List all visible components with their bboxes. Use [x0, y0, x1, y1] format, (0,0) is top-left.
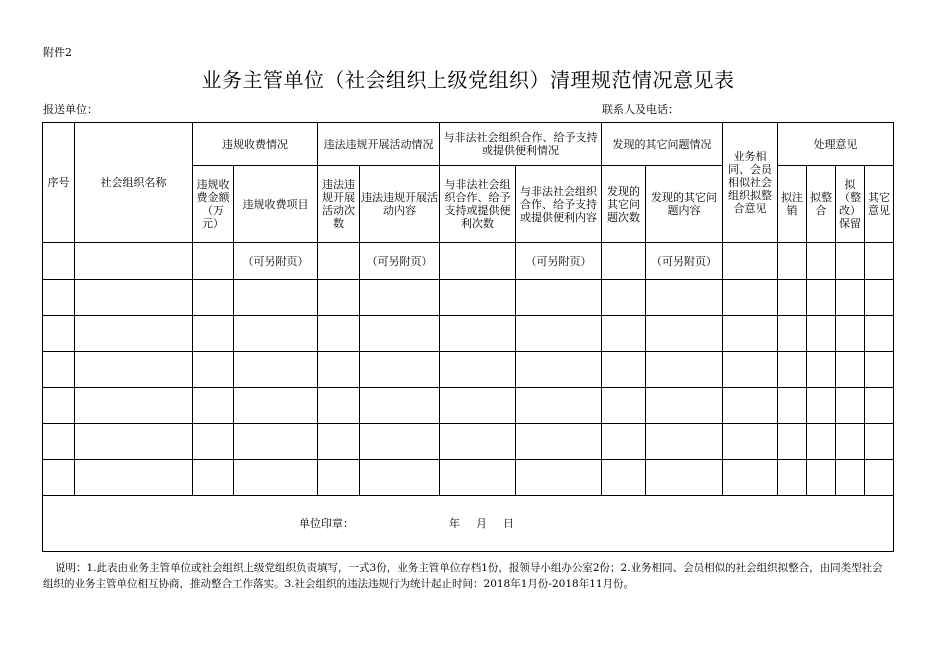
seal-month: 月 — [476, 517, 487, 530]
table-cell[interactable] — [318, 460, 360, 496]
header-cancel: 拟注销 — [778, 166, 807, 243]
table-cell[interactable] — [360, 388, 440, 424]
header-group-activity: 违法违规开展活动情况 — [318, 123, 440, 166]
table-cell[interactable] — [646, 352, 723, 388]
table-cell[interactable] — [234, 280, 318, 316]
table-cell[interactable] — [318, 424, 360, 460]
table-cell[interactable] — [516, 280, 602, 316]
table-cell[interactable] — [836, 460, 865, 496]
table-cell[interactable] — [865, 460, 894, 496]
table-cell[interactable] — [440, 316, 516, 352]
table-cell[interactable] — [807, 388, 836, 424]
table-cell[interactable] — [807, 316, 836, 352]
table-cell[interactable] — [360, 352, 440, 388]
table-cell[interactable] — [234, 316, 318, 352]
table-cell[interactable] — [865, 388, 894, 424]
table-cell[interactable] — [602, 280, 646, 316]
table-cell[interactable] — [807, 243, 836, 280]
table-cell[interactable] — [602, 388, 646, 424]
header-merge: 拟整合 — [807, 166, 836, 243]
header-activity-count: 违法违规开展活动次数 — [318, 166, 360, 243]
seal-row — [43, 496, 894, 552]
table-cell[interactable] — [516, 316, 602, 352]
note-activity-content: （可另附页） — [360, 243, 440, 280]
header-other-opinion: 其它意见 — [865, 166, 894, 243]
table-cell[interactable] — [516, 460, 602, 496]
table-cell[interactable] — [318, 352, 360, 388]
table-cell[interactable] — [723, 243, 778, 280]
table-cell[interactable] — [234, 352, 318, 388]
header-group-handle: 处理意见 — [778, 123, 894, 166]
table-cell[interactable] — [360, 316, 440, 352]
table-cell[interactable] — [723, 388, 778, 424]
table-cell[interactable] — [865, 316, 894, 352]
table-cell[interactable] — [43, 316, 75, 352]
table-cell[interactable] — [193, 352, 234, 388]
table-cell[interactable] — [234, 460, 318, 496]
table-cell[interactable] — [807, 460, 836, 496]
table-cell[interactable] — [778, 460, 807, 496]
header-activity-content: 违法违规开展活动内容 — [360, 166, 440, 243]
header-group-other: 发现的其它问题情况 — [602, 123, 723, 166]
table-cell[interactable] — [778, 316, 807, 352]
table-cell[interactable] — [778, 243, 807, 280]
table-cell[interactable] — [75, 316, 193, 352]
opinion-table — [42, 122, 894, 552]
table-cell[interactable] — [836, 316, 865, 352]
table-row — [43, 460, 894, 496]
table-cell[interactable] — [75, 424, 193, 460]
table-cell[interactable] — [318, 280, 360, 316]
note-coop-content: （可另附页） — [516, 243, 602, 280]
table-cell[interactable] — [43, 460, 75, 496]
table-cell[interactable] — [602, 424, 646, 460]
table-cell[interactable] — [646, 316, 723, 352]
table-cell[interactable] — [865, 352, 894, 388]
table-cell[interactable] — [193, 424, 234, 460]
table-cell[interactable] — [723, 316, 778, 352]
table-row — [43, 352, 894, 388]
header-group-fee: 违规收费情况 — [193, 123, 318, 166]
table-cell[interactable] — [75, 280, 193, 316]
header-coop-count: 与非法社会组织合作、给予支持或提供便利次数 — [440, 166, 516, 243]
table-cell[interactable] — [723, 280, 778, 316]
table-cell[interactable] — [602, 460, 646, 496]
table-cell[interactable] — [778, 352, 807, 388]
table-cell[interactable] — [43, 424, 75, 460]
table-cell[interactable] — [723, 460, 778, 496]
table-cell[interactable] — [193, 316, 234, 352]
table-cell[interactable] — [516, 352, 602, 388]
table-cell[interactable] — [778, 424, 807, 460]
table-row — [43, 424, 894, 460]
table-cell[interactable] — [865, 424, 894, 460]
table-cell[interactable] — [602, 243, 646, 280]
table-cell[interactable] — [836, 424, 865, 460]
table-cell[interactable] — [778, 388, 807, 424]
seal-cell — [43, 496, 894, 552]
table-cell[interactable] — [836, 280, 865, 316]
table-row — [43, 243, 894, 280]
table-cell[interactable] — [440, 243, 516, 280]
table-cell[interactable] — [234, 424, 318, 460]
table-cell[interactable] — [516, 388, 602, 424]
page-title: 业务主管单位（社会组织上级党组织）清理规范情况意见表 — [201, 68, 735, 92]
header-row-1 — [43, 123, 894, 166]
header-seq: 序号 — [43, 123, 75, 243]
table-cell[interactable] — [865, 243, 894, 280]
header-other-count: 发现的其它问题次数 — [602, 166, 646, 243]
table-row — [43, 388, 894, 424]
footer-note: 说明：1.此表由业务主管单位或社会组织上级党组织负责填写，一式3份，业务主管单位存档1份，报领导小组办公室2份；2.业务相同、会员相似的社会组织拟整合，由同类型社会组织的业务主管单位相互协商，推动整合工作落实。3.社会组织的违法违规行为统计起止时间：2018年1月份-2018年11月份。 — [43, 562, 883, 590]
table-cell[interactable] — [43, 243, 75, 280]
table-cell[interactable] — [646, 424, 723, 460]
table-cell[interactable] — [646, 460, 723, 496]
table-cell[interactable] — [440, 388, 516, 424]
attachment-label: 附件2 — [43, 46, 72, 59]
table-cell[interactable] — [778, 280, 807, 316]
table-row — [43, 316, 894, 352]
table-row — [43, 280, 894, 316]
table-cell[interactable] — [360, 280, 440, 316]
table-cell[interactable] — [836, 243, 865, 280]
table-cell[interactable] — [440, 460, 516, 496]
table-cell[interactable] — [602, 352, 646, 388]
header-coop-content: 与非法社会组织合作、给予支持或提供便利内容 — [516, 166, 602, 243]
table-cell[interactable] — [75, 460, 193, 496]
table-cell[interactable] — [440, 280, 516, 316]
table-cell[interactable] — [865, 280, 894, 316]
table-cell[interactable] — [43, 388, 75, 424]
table-cell[interactable] — [75, 243, 193, 280]
table-cell[interactable] — [193, 460, 234, 496]
table-cell[interactable] — [836, 352, 865, 388]
table-cell[interactable] — [75, 352, 193, 388]
table-cell[interactable] — [807, 280, 836, 316]
table-cell[interactable] — [807, 352, 836, 388]
table-cell[interactable] — [602, 316, 646, 352]
table-cell[interactable] — [723, 352, 778, 388]
table-cell[interactable] — [318, 243, 360, 280]
table-cell[interactable] — [516, 424, 602, 460]
table-cell[interactable] — [234, 388, 318, 424]
seal-label: 单位印章： — [299, 517, 354, 530]
table-cell[interactable] — [43, 352, 75, 388]
table-cell[interactable] — [646, 388, 723, 424]
header-fee-amount: 违规收费金额（万元） — [193, 166, 234, 243]
table-cell[interactable] — [360, 460, 440, 496]
note-other-content: （可另附页） — [646, 243, 723, 280]
table-cell[interactable] — [43, 280, 75, 316]
table-cell[interactable] — [646, 280, 723, 316]
note-fee-items: （可另附页） — [234, 243, 318, 280]
table-cell[interactable] — [360, 424, 440, 460]
table-cell[interactable] — [836, 388, 865, 424]
header-similar-merge: 业务相同、会员相似社会组织拟整合意见 — [723, 123, 778, 243]
sender-unit-label: 报送单位： — [43, 103, 98, 116]
table-cell[interactable] — [807, 424, 836, 460]
header-other-content: 发现的其它问题内容 — [646, 166, 723, 243]
header-fee-items: 违规收费项目 — [234, 166, 318, 243]
seal-day: 日 — [503, 517, 514, 530]
table-cell[interactable] — [723, 424, 778, 460]
table-cell[interactable] — [75, 388, 193, 424]
table-cell[interactable] — [318, 316, 360, 352]
table-cell[interactable] — [318, 388, 360, 424]
header-group-coop: 与非法社会组织合作、给予支持或提供便利情况 — [440, 123, 602, 166]
table-cell[interactable] — [193, 280, 234, 316]
header-rectify-keep: 拟（整改）保留 — [836, 166, 865, 243]
seal-year: 年 — [449, 517, 460, 530]
table-cell[interactable] — [193, 243, 234, 280]
header-org-name: 社会组织名称 — [75, 123, 193, 243]
table-cell[interactable] — [440, 352, 516, 388]
table-cell[interactable] — [193, 388, 234, 424]
contact-label: 联系人及电话： — [602, 103, 679, 116]
table-cell[interactable] — [440, 424, 516, 460]
